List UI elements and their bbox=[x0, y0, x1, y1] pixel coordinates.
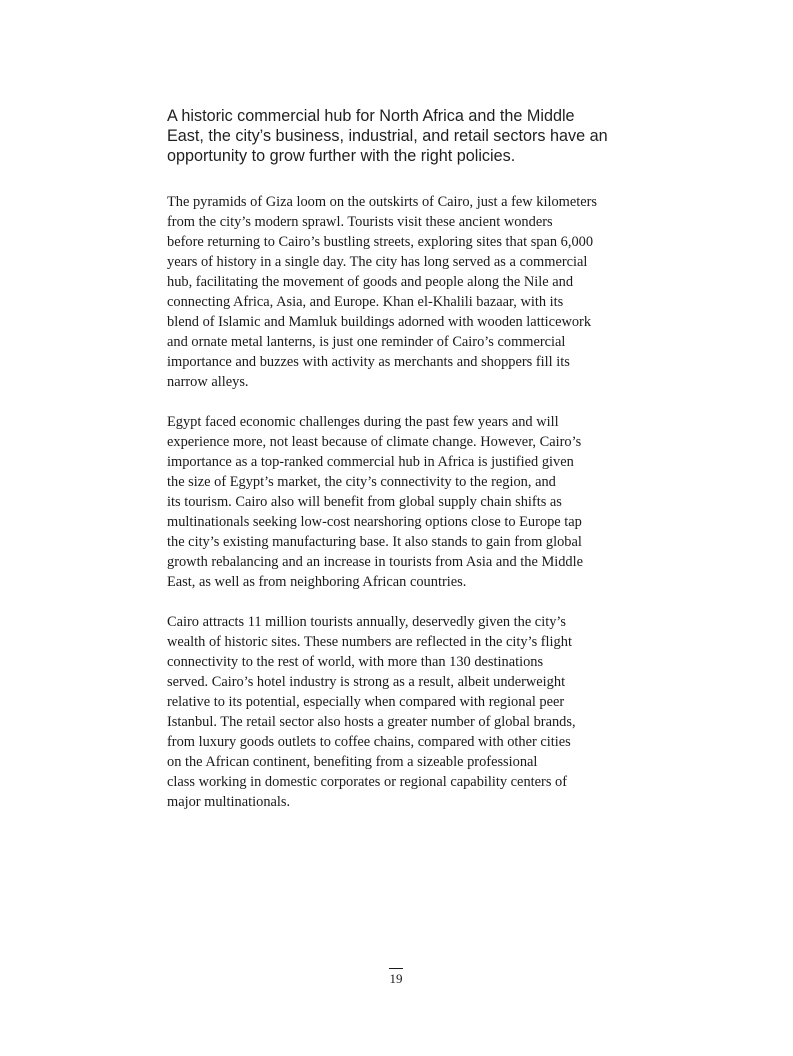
lede-intro bbox=[167, 106, 637, 166]
body-text bbox=[167, 192, 637, 832]
text-line: hub, facilitating the movement of goods and people along the Nile and bbox=[167, 274, 574, 290]
text-line: from luxury goods outlets to coffee chains, compared with other cities bbox=[167, 734, 571, 750]
page-footer bbox=[386, 968, 406, 987]
text-line: East, as well as from neighboring African countries. bbox=[167, 574, 467, 590]
lede-line: A historic commercial hub for North Africa and the Middle bbox=[167, 107, 575, 125]
text-line: class working in domestic corporates or regional capability centers of bbox=[167, 774, 568, 790]
folio-rule bbox=[389, 968, 403, 969]
text-line: blend of Islamic and Mamluk buildings adorned with wooden latticework bbox=[167, 314, 592, 330]
paragraph-economy bbox=[167, 412, 637, 592]
text-line: experience more, not least because of climate change. However, Cairo’s bbox=[167, 434, 582, 450]
text-line: relative to its potential, especially when compared with regional peer bbox=[167, 694, 565, 710]
text-line: growth rebalancing and an increase in tourists from Asia and the Middle bbox=[167, 554, 584, 570]
text-line: connectivity to the rest of world, with more than 130 destinations bbox=[167, 654, 544, 670]
text-line: served. Cairo’s hotel industry is strong as a result, albeit underweight bbox=[167, 674, 566, 690]
lede-line: opportunity to grow further with the right policies. bbox=[167, 147, 516, 165]
text-line: narrow alleys. bbox=[167, 374, 249, 390]
text-line: before returning to Cairo’s bustling streets, exploring sites that span 6,000 bbox=[167, 234, 594, 250]
text-line: importance and buzzes with activity as merchants and shoppers fill its bbox=[167, 354, 570, 370]
text-line: wealth of historic sites. These numbers are reflected in the city’s flight bbox=[167, 634, 572, 650]
text-line: Egypt faced economic challenges during the past few years and will bbox=[167, 414, 559, 430]
text-line: years of history in a single day. The city has long served as a commercial bbox=[167, 254, 588, 270]
text-line: the size of Egypt’s market, the city’s connectivity to the region, and bbox=[167, 474, 556, 490]
text-line: connecting Africa, Asia, and Europe. Khan el-Khalili bazaar, with its bbox=[167, 294, 564, 310]
text-line: Cairo attracts 11 million tourists annually, deservedly given the city’s bbox=[167, 614, 566, 630]
text-line: major multinationals. bbox=[167, 794, 291, 810]
lede-line: East, the city’s business, industrial, and retail sectors have an bbox=[167, 127, 608, 145]
paragraph-tourism bbox=[167, 612, 637, 812]
text-line: multinationals seeking low-cost nearshoring options close to Europe tap bbox=[167, 514, 582, 530]
page-number: 19 bbox=[389, 971, 403, 986]
text-line: on the African continent, benefiting from a sizeable professional bbox=[167, 754, 538, 770]
text-line: its tourism. Cairo also will benefit from global supply chain shifts as bbox=[167, 494, 562, 510]
text-line: from the city’s modern sprawl. Tourists visit these ancient wonders bbox=[167, 214, 553, 230]
text-line: the city’s existing manufacturing base. It also stands to gain from global bbox=[167, 534, 582, 550]
text-line: importance as a top-ranked commercial hub in Africa is justified given bbox=[167, 454, 574, 470]
text-line: The pyramids of Giza loom on the outskirts of Cairo, just a few kilometers bbox=[167, 194, 598, 210]
text-line: Istanbul. The retail sector also hosts a greater number of global brands, bbox=[167, 714, 576, 730]
text-line: and ornate metal lanterns, is just one reminder of Cairo’s commercial bbox=[167, 334, 566, 350]
paragraph-giza bbox=[167, 192, 637, 392]
